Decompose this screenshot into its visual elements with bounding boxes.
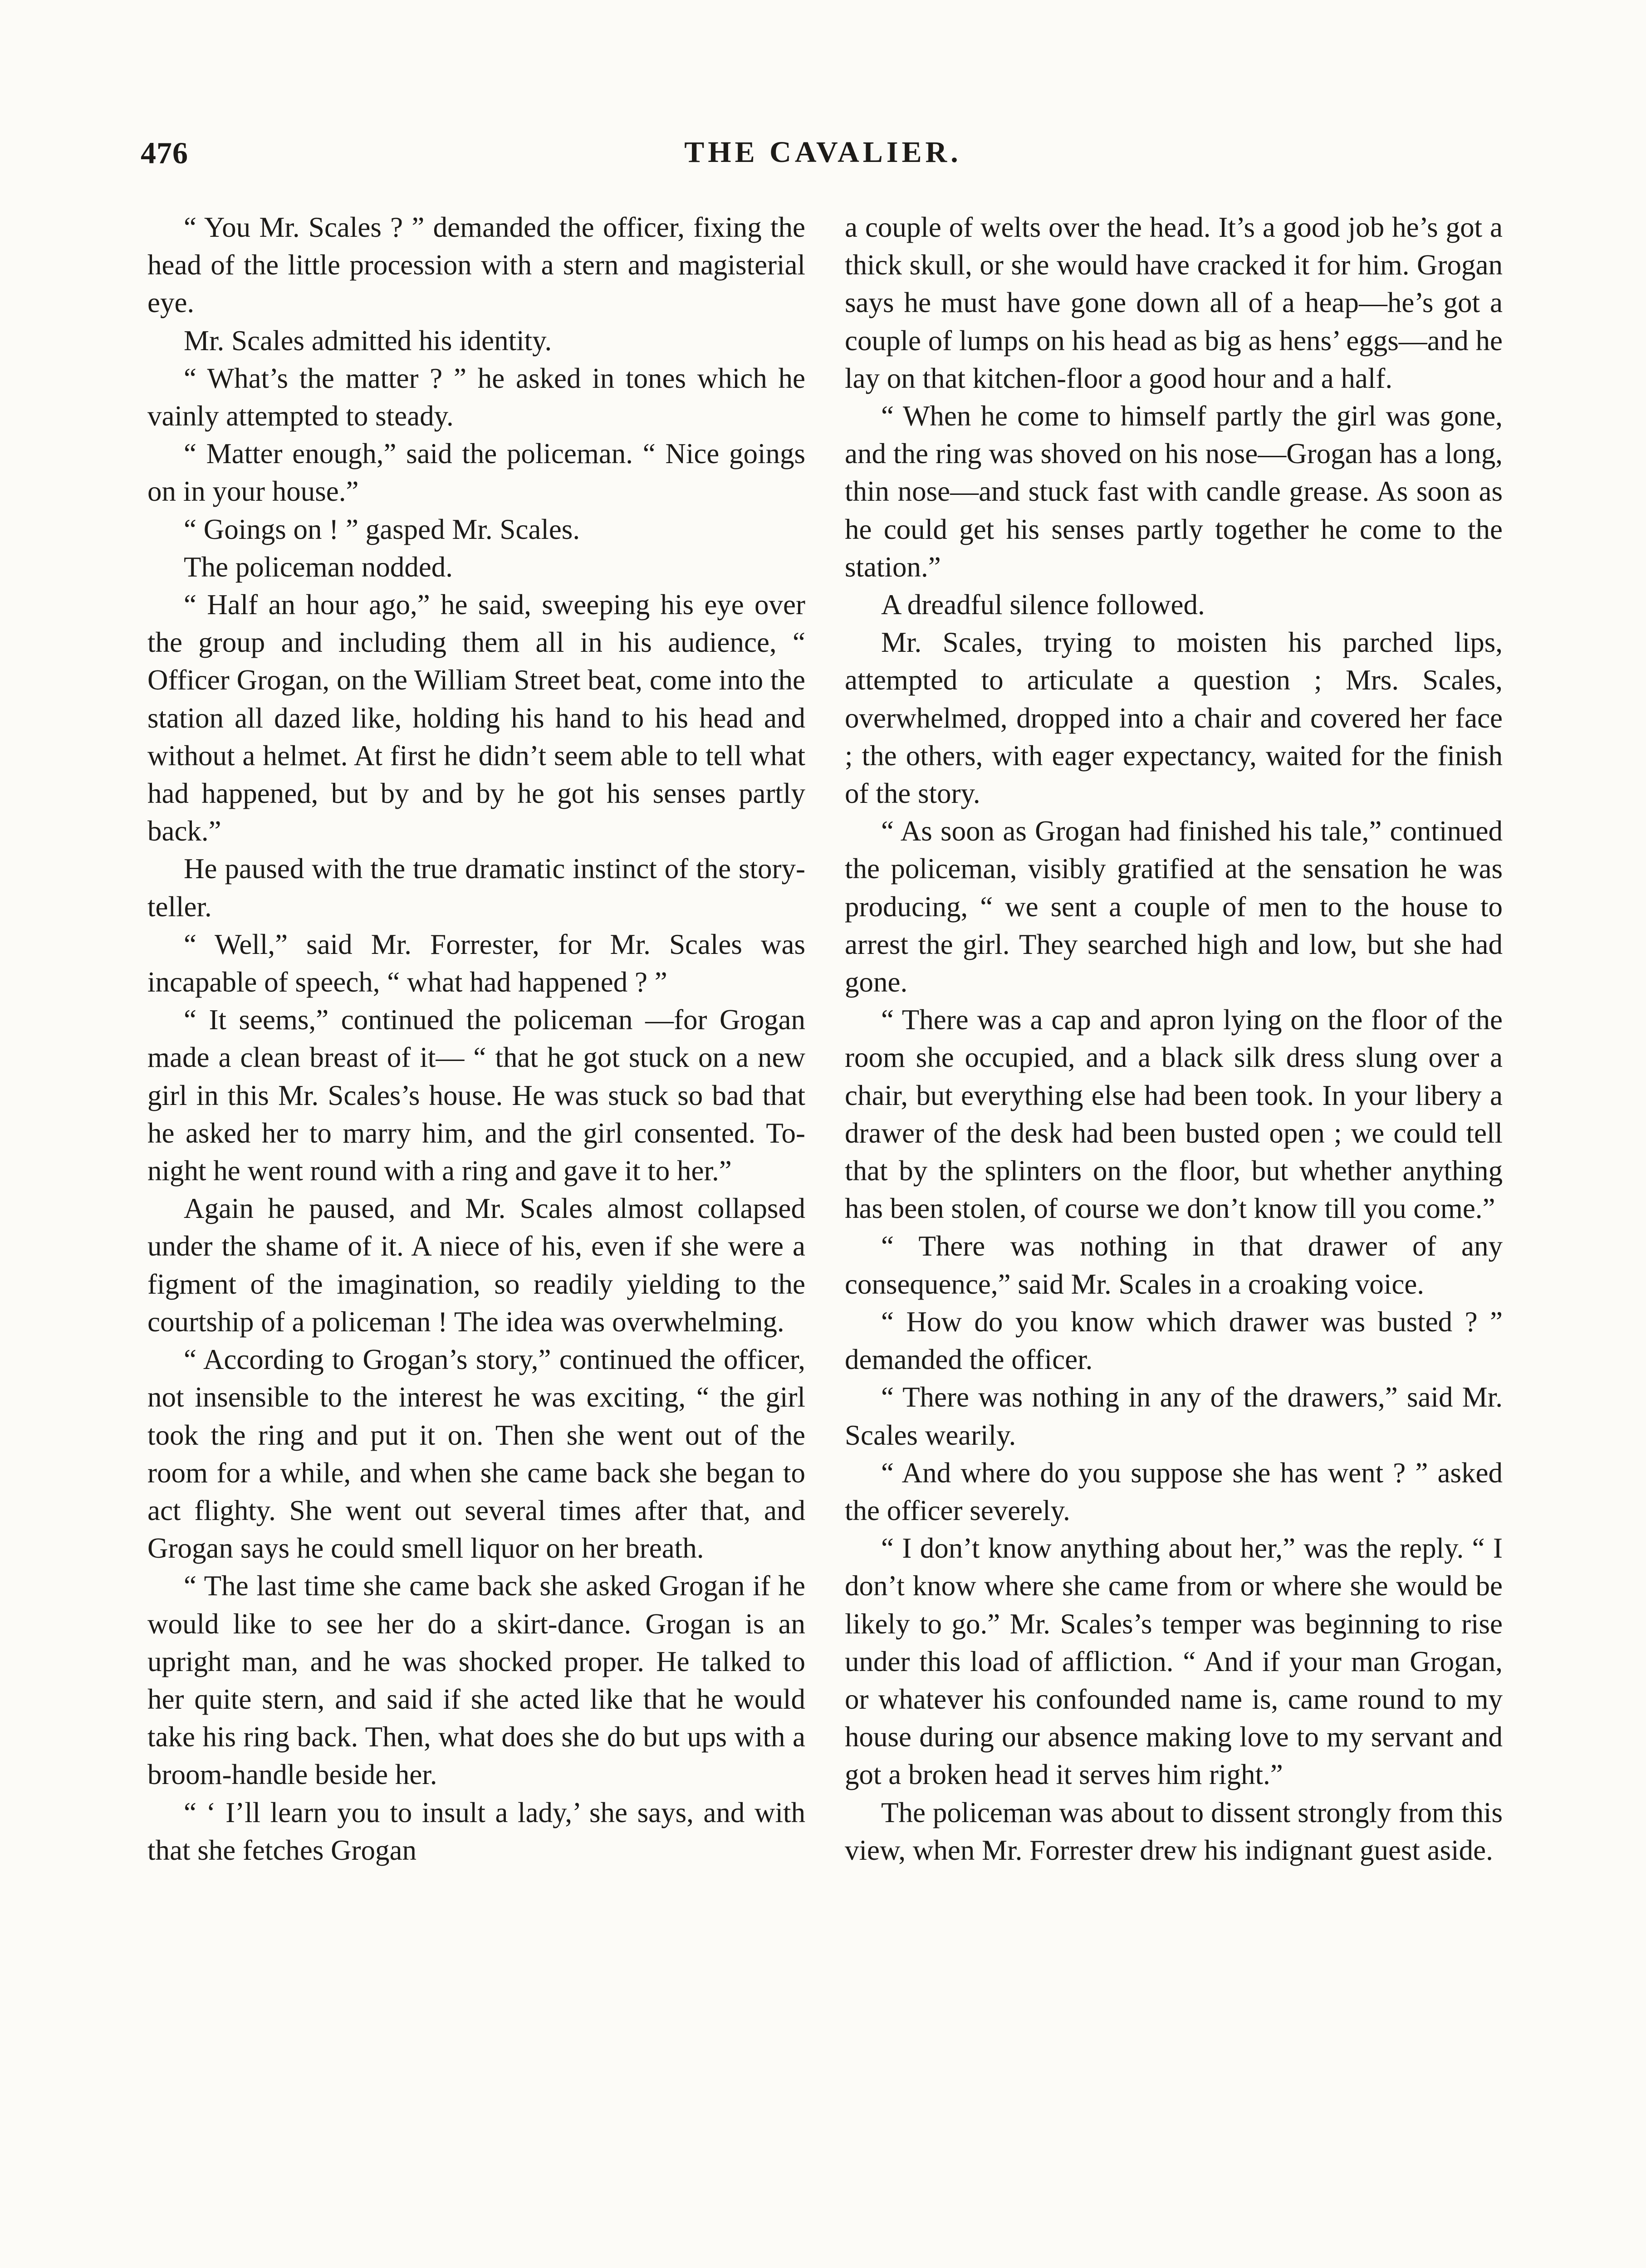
paragraph: Mr. Scales admitted his identity.: [184, 324, 552, 357]
paragraph: “ According to Grogan’s story,” continued the officer, not insensible to the interest he was exciting, “ the girl took the ring and put it on. Then she went out of the room for a while, and when she came back she began to act flighty. She went out several times after that, and Grogan says he could smell liquor on her breath.: [147, 1344, 805, 1564]
running-title: THE CAVALIER.: [684, 136, 962, 169]
paragraph: “ Half an hour ago,” he said, sweeping his eye over the group and including them all in his audience, “ Officer Grogan, on the William Street beat, come into the station all dazed like, holding his hand to his head and without a helmet. At first he didn’t seem able to tell what had happened, but by and by he got his senses partly back.”: [147, 589, 805, 847]
paragraph: “ Matter enough,” said the policeman. “ Nice goings on in your house.”: [147, 438, 805, 508]
paragraph: “ There was nothing in that drawer of any consequence,” said Mr. Scales in a croaking voice.: [845, 1230, 1503, 1300]
right-column: [845, 209, 1503, 1869]
paragraph: “ And where do you suppose she has went ? ” asked the officer severely.: [845, 1457, 1503, 1526]
paragraph: a couple of welts over the head. It’s a good job he’s got a thick skull, or she would have cracked it for him. Grogan says he must have gone down all of a heap—he’s got a couple of lumps on his head as big as hens’ eggs—and he lay on that kitchen-floor a good hour and a half.: [845, 211, 1503, 394]
paragraph: “ I don’t know anything about her,” was the reply. “ I don’t know where she came from or where she would be likely to go.” Mr. Scales’s temper was beginning to rise under this load of affliction. “ And if your man Grogan, or whatever his confounded name is, came round to my house during our absence making love to my servant and got a broken head it serves him right.”: [845, 1532, 1503, 1791]
left-column: [147, 209, 805, 1869]
paragraph: “ When he come to himself partly the girl was gone, and the ring was shoved on his nose—Grogan has a long, thin nose—and stuck fast with candle grease. As soon as he could get his senses partly together he come to the station.”: [845, 400, 1503, 583]
paragraph: “ It seems,” continued the policeman —for Grogan made a clean breast of it— “ that he got stuck on a new girl in this Mr. Scales’s house. He was stuck so bad that he asked her to marry him, and the girl consented. To-night he went round with a ring and gave it to her.”: [147, 1004, 805, 1187]
paragraph: The policeman nodded.: [184, 551, 453, 583]
paragraph: “ How do you know which drawer was busted ? ” demanded the officer.: [845, 1305, 1503, 1376]
page-number: 476: [141, 136, 188, 170]
paragraph: Mr. Scales, trying to moisten his parched lips, attempted to articulate a question ; Mrs. Scales, overwhelmed, dropped into a chair and covered her face ; the others, with eager expectancy, waited for the finish of the story.: [845, 626, 1503, 810]
paragraph: “ You Mr. Scales ? ” demanded the officer, fixing the head of the little procession with a stern and magisterial eye.: [147, 211, 805, 319]
paragraph: “ Well,” said Mr. Forrester, for Mr. Scales was incapable of speech, “ what had happened ? ”: [147, 928, 805, 998]
paragraph: “ ‘ I’ll learn you to insult a lady,’ she says, and with that she fetches Grogan: [147, 1796, 805, 1866]
paragraph: He paused with the true dramatic instinct of the story-teller.: [147, 853, 805, 923]
paragraph: The policeman was about to dissent strongly from this view, when Mr. Forrester drew his indignant guest aside.: [845, 1796, 1503, 1866]
paragraph: “ Goings on ! ” gasped Mr. Scales.: [184, 513, 580, 545]
paragraph: A dreadful silence followed.: [881, 589, 1205, 621]
paragraph: “ As soon as Grogan had finished his tale,” continued the policeman, visibly gratified at the sensation he was producing, “ we sent a couple of men to the house to arrest the girl. They searched high and low, but she had gone.: [845, 815, 1503, 998]
paragraph: “ The last time she came back she asked Grogan if he would like to see her do a skirt-dance. Grogan is an upright man, and he was shocked proper. He talked to her quite stern, and said if she acted like that he would take his ring back. Then, what does she do but ups with a broom-handle beside her.: [147, 1570, 805, 1791]
paragraph: Again he paused, and Mr. Scales almost collapsed under the shame of it. A niece of his, even if she were a figment of the imagination, so readily yielding to the courtship of a policeman ! The idea was overwhelming.: [147, 1193, 805, 1338]
paragraph: “ There was nothing in any of the drawers,” said Mr. Scales wearily.: [845, 1381, 1503, 1451]
paragraph: “ There was a cap and apron lying on the floor of the room she occupied, and a black silk dress slung over a chair, but everything else had been took. In your libery a drawer of the desk had been busted open ; we could tell that by the splinters on the floor, but whether anything has been stolen, of course we don’t know till you come.”: [845, 1004, 1503, 1225]
paragraph: “ What’s the matter ? ” he asked in tones which he vainly attempted to steady.: [147, 362, 805, 432]
